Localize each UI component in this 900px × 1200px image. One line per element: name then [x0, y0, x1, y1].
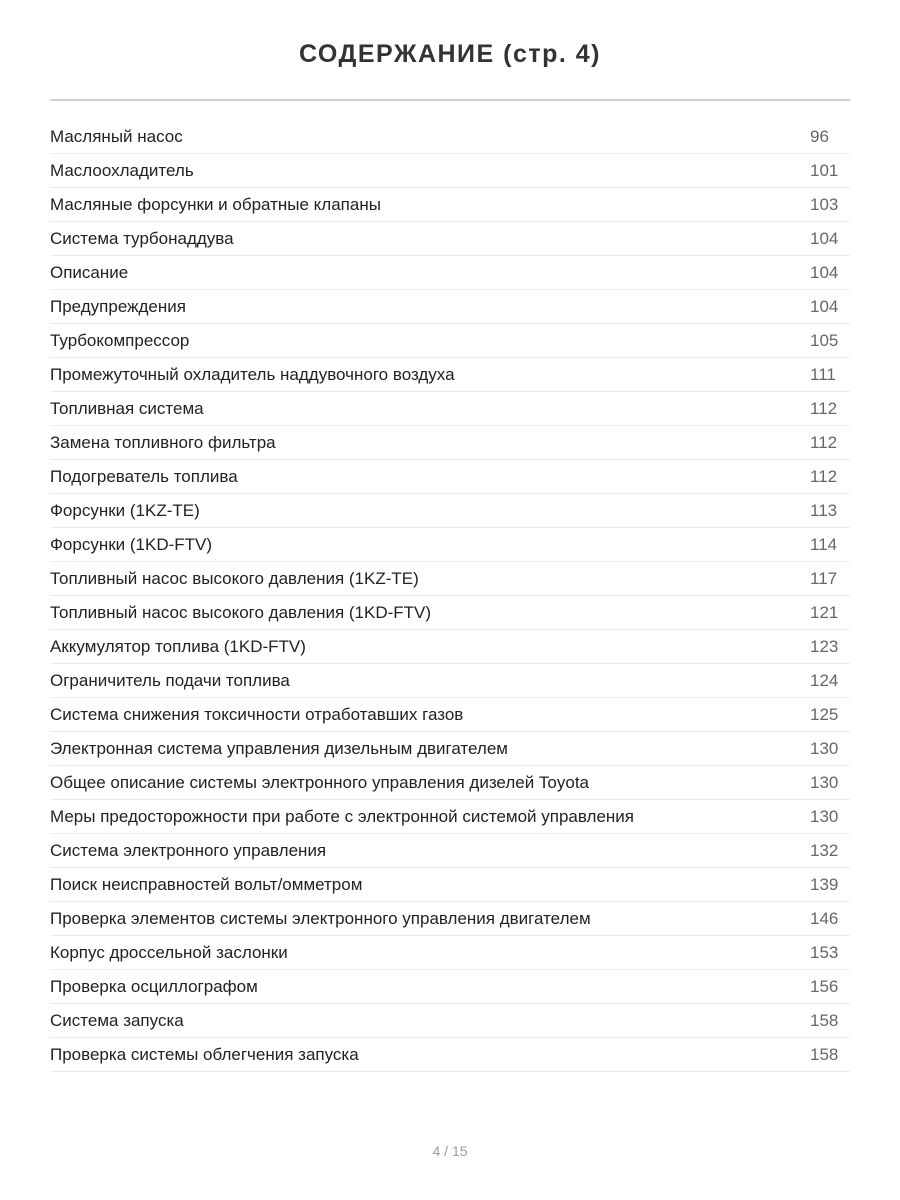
toc-entry-label: Проверка элементов системы электронного управления двигателем	[50, 908, 591, 928]
toc-entry-label: Аккумулятор топлива (1KD-FTV)	[50, 636, 306, 656]
toc-row	[50, 766, 850, 800]
page-number: 4 / 15	[432, 1143, 468, 1159]
toc-row	[50, 392, 850, 426]
toc-row	[50, 154, 850, 188]
toc-entry-label: Подогреватель топлива	[50, 466, 238, 486]
toc-entry-label: Система снижения токсичности отработавших газов	[50, 704, 464, 724]
toc-entry-page: 101	[810, 160, 839, 180]
toc-entry-page: 117	[810, 568, 838, 588]
toc-entry-page: 105	[810, 330, 839, 350]
toc-entry-page: 130	[810, 738, 839, 758]
toc-entry-label: Описание	[50, 262, 129, 282]
toc-entry-label: Предупреждения	[50, 296, 186, 316]
toc-entry-page: 113	[810, 500, 838, 520]
toc-entry-label: Общее описание системы электронного управления дизелей Toyota	[50, 772, 590, 792]
toc-row	[50, 528, 850, 562]
toc-entry-label: Система запуска	[50, 1010, 184, 1030]
toc-entry-label: Электронная система управления дизельным двигателем	[50, 738, 508, 758]
toc-entry-label: Проверка системы облегчения запуска	[50, 1044, 359, 1064]
toc-row	[50, 834, 850, 868]
toc-row	[50, 120, 850, 154]
toc-entry-label: Маслоохладитель	[50, 160, 194, 180]
toc-entry-page: 158	[810, 1044, 839, 1064]
toc-list	[50, 120, 850, 1072]
toc-row	[50, 222, 850, 256]
toc-entry-label: Замена топливного фильтра	[50, 432, 276, 452]
toc-entry-label: Турбокомпрессор	[50, 330, 190, 350]
toc-entry-page: 112	[810, 398, 838, 418]
toc-entry-page: 130	[810, 806, 839, 826]
toc-entry-label: Промежуточный охладитель наддувочного воздуха	[50, 364, 455, 384]
toc-entry-page: 104	[810, 296, 839, 316]
toc-row	[50, 698, 850, 732]
title-divider	[50, 99, 850, 101]
toc-entry-page: 123	[810, 636, 839, 656]
toc-entry-label: Форсунки (1KZ-TE)	[50, 500, 200, 520]
toc-entry-label: Форсунки (1KD-FTV)	[50, 534, 213, 554]
toc-row	[50, 358, 850, 392]
toc-row	[50, 426, 850, 460]
toc-entry-page: 104	[810, 228, 839, 248]
toc-row	[50, 290, 850, 324]
toc-entry-page: 112	[810, 432, 838, 452]
toc-row	[50, 324, 850, 358]
toc-row	[50, 868, 850, 902]
toc-entry-label: Масляные форсунки и обратные клапаны	[50, 194, 381, 214]
toc-entry-page: 158	[810, 1010, 839, 1030]
toc-entry-label: Топливная система	[50, 398, 204, 418]
toc-entry-page: 125	[810, 704, 839, 724]
toc-entry-label: Меры предосторожности при работе с электронной системой управления	[50, 806, 634, 826]
toc-entry-page: 104	[810, 262, 839, 282]
toc-entry-page: 124	[810, 670, 839, 690]
toc-entry-page: 112	[810, 466, 838, 486]
toc-entry-page: 139	[810, 874, 839, 894]
toc-row	[50, 460, 850, 494]
toc-entry-label: Проверка осциллографом	[50, 976, 258, 996]
toc-entry-page: 111	[810, 364, 836, 384]
toc-row	[50, 1004, 850, 1038]
toc-entry-page: 132	[810, 840, 839, 860]
toc-entry-label: Топливный насос высокого давления (1KZ-TE)	[50, 568, 419, 588]
toc-row	[50, 596, 850, 630]
toc-entry-label: Ограничитель подачи топлива	[50, 670, 290, 690]
toc-row	[50, 970, 850, 1004]
toc-entry-page: 153	[810, 942, 839, 962]
toc-row	[50, 936, 850, 970]
toc-entry-page: 146	[810, 908, 839, 928]
toc-entry-label: Система турбонаддува	[50, 228, 234, 248]
toc-row	[50, 188, 850, 222]
toc-row	[50, 732, 850, 766]
toc-entry-label: Система электронного управления	[50, 840, 327, 860]
toc-entry-page: 130	[810, 772, 839, 792]
toc-row	[50, 664, 850, 698]
toc-entry-page: 103	[810, 194, 839, 214]
toc-entry-label: Топливный насос высокого давления (1KD-FTV)	[50, 602, 432, 622]
toc-row	[50, 902, 850, 936]
toc-entry-page: 121	[810, 602, 839, 622]
toc-entry-label: Корпус дроссельной заслонки	[50, 942, 288, 962]
toc-row	[50, 494, 850, 528]
toc-entry-page: 96	[810, 126, 829, 146]
toc-entry-label: Поиск неисправностей вольт/омметром	[50, 874, 363, 894]
toc-row	[50, 1038, 850, 1072]
toc-row	[50, 562, 850, 596]
toc-row	[50, 630, 850, 664]
toc-row	[50, 800, 850, 834]
toc-entry-page: 114	[810, 534, 838, 554]
toc-row	[50, 256, 850, 290]
toc-entry-page: 156	[810, 976, 839, 996]
page-title: СОДЕРЖАНИЕ (стр. 4)	[298, 40, 602, 68]
toc-entry-label: Масляный насос	[50, 126, 183, 146]
